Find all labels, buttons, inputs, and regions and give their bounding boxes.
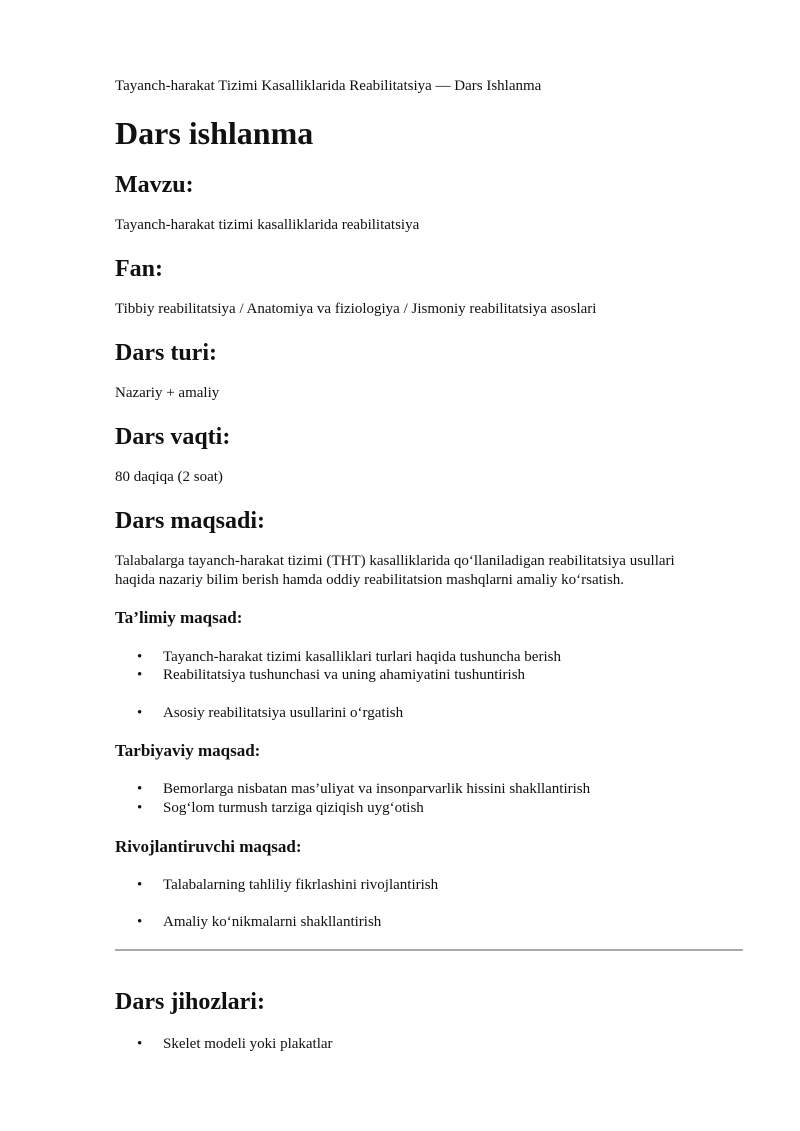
heading-talimiy-maqsad: Ta’limiy maqsad: [115,608,243,627]
bullet-icon: • [137,877,143,893]
heading-fan: Fan: [115,256,163,282]
heading-dars-jihozlari: Dars jihozlari: [115,989,265,1015]
list-item-text: Reabilitatsiya tushunchasi va uning ahamiyatini tushuntirish [163,667,526,683]
fan-text: Tibbiy reabilitatsiya / Anatomiya va fiziologiya / Jismoniy reabilitatsiya asoslari [115,301,597,317]
heading-tarbiyaviy-maqsad: Tarbiyaviy maqsad: [115,741,261,760]
bullet-icon: • [137,667,143,683]
bullet-icon: • [137,781,143,797]
heading-mavzu: Mavzu: [115,172,194,198]
dars-maqsadi-text-line1: Talabalarga tayanch-harakat tizimi (THT) kasalliklarida qo‘llaniladigan reabilitatsiya usullari [115,553,675,569]
heading-dars-vaqti: Dars vaqti: [115,424,231,450]
dars-vaqti-text: 80 daqiqa (2 soat) [115,469,223,485]
bullet-icon: • [137,800,143,816]
bullet-icon: • [137,705,143,721]
heading-dars-maqsadi: Dars maqsadi: [115,508,266,534]
list-item-text: Tayanch-harakat tizimi kasalliklari turlari haqida tushuncha berish [163,649,561,665]
document-title: Dars ishlanma [115,115,314,151]
dars-turi-text: Nazariy + amaliy [115,385,220,401]
document-header: Tayanch-harakat Tizimi Kasalliklarida Reabilitatsiya — Dars Ishlanma [115,78,542,94]
heading-rivojlantiruvchi-maqsad: Rivojlantiruvchi maqsad: [115,837,302,856]
list-item-text: Amaliy ko‘nikmalarni shakllantirish [163,914,382,930]
bullet-icon: • [137,649,143,665]
mavzu-text: Tayanch-harakat tizimi kasalliklarida reabilitatsiya [115,217,420,233]
dars-maqsadi-text-line2: haqida nazariy bilim berish hamda oddiy reabilitatsion mashqlarni amaliy ko‘rsatish. [115,572,625,588]
bullet-icon: • [137,914,143,930]
list-item-text: Bemorlarga nisbatan mas’uliyat va insonparvarlik hissini shakllantirish [163,781,591,797]
bullet-icon: • [137,1036,143,1052]
list-item-text: Skelet modeli yoki plakatlar [163,1036,333,1052]
list-item-text: Talabalarning tahliliy fikrlashini rivojlantirish [163,877,439,893]
horizontal-divider [115,949,743,951]
list-item-text: Asosiy reabilitatsiya usullarini o‘rgatish [163,705,404,721]
list-item-text: Sog‘lom turmush tarziga qiziqish uyg‘otish [163,800,424,816]
heading-dars-turi: Dars turi: [115,340,217,366]
